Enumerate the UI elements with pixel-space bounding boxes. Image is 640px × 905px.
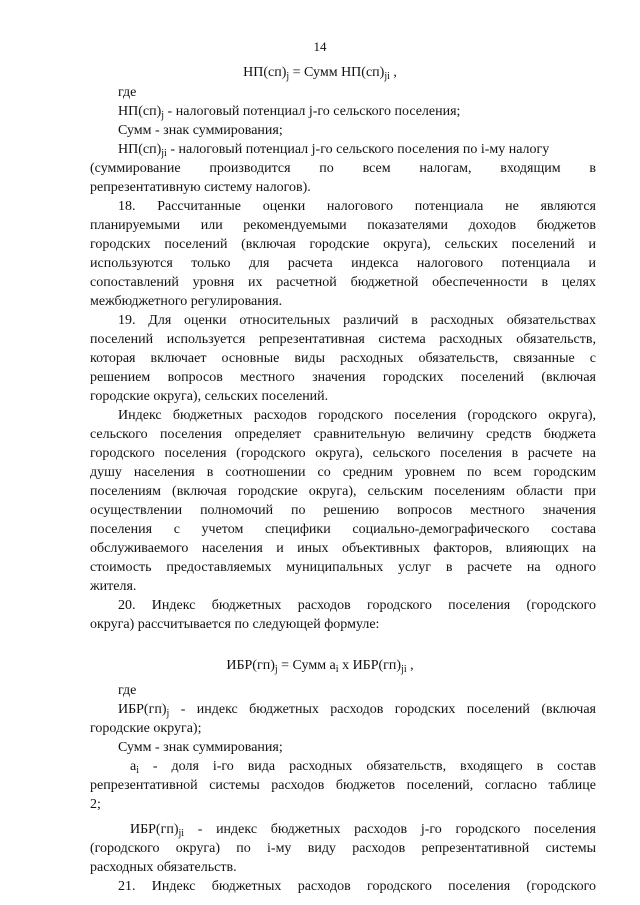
def-term-sub: j	[161, 110, 165, 121]
def-term-sub: i	[136, 765, 139, 776]
p21-line: 21. Индекс бюджетных расходов городского поселения (городского	[118, 879, 596, 894]
definition-ibr-ji-line3: расходных обязательств.	[90, 860, 237, 875]
definition-ibr-j	[118, 700, 596, 719]
p18-line: сопоставлений уровня их расчетной бюджетной обеспеченности в целях	[90, 275, 596, 290]
p20-line: 20. Индекс бюджетных расходов городского поселения (городского	[118, 598, 596, 613]
formula-ibr-term: ИБР(гп)	[226, 658, 275, 673]
def-term: НП(сп)	[118, 104, 162, 119]
definition-ibr-ji	[130, 820, 596, 839]
p20-line: округа) рассчитывается по следующей формуле:	[90, 617, 380, 632]
definition-np-ji	[118, 140, 549, 159]
def-text: - налоговый потенциал j-го сельского поселения по i-му налогу	[166, 142, 550, 157]
p18-line: межбюджетного регулирования.	[90, 294, 283, 309]
def-text: - индекс бюджетных расходов городских поселений (включая	[169, 702, 596, 717]
where-label: где	[118, 683, 137, 698]
p19-line: 19. Для оценки относительных различий в расходных обязательствах	[118, 313, 596, 328]
definition-np-j	[118, 102, 460, 121]
definition-sum-2: Сумм - знак суммирования;	[118, 740, 283, 755]
p19-line: которая включает основные виды расходных обязательств, связанные с	[90, 351, 596, 366]
index-line: осуществлении полномочий по решению вопросов местного значения	[90, 503, 596, 518]
def-term-sub: ji	[161, 148, 167, 159]
formula-np-sum-sub: ji	[384, 71, 390, 82]
definition-sum: Сумм - знак суммирования;	[118, 123, 283, 138]
formula-ibr-term2: x ИБР(гп)	[338, 658, 402, 673]
formula-np-sum: = Сумм НП(сп)	[289, 65, 385, 80]
index-line: Индекс бюджетных расходов городского поселения (городского округа),	[118, 408, 596, 423]
p19-line: поселений используется репрезентативная система расходных обязательств,	[90, 332, 596, 347]
formula-np-end: ,	[389, 65, 397, 80]
p18-line: планируемыми или рекомендуемыми показателями доходов бюджетов	[90, 218, 596, 233]
def-term: ИБР(гп)	[130, 822, 179, 837]
index-line: поселениям (включая городские округа), сельским поселениям области при	[90, 484, 596, 499]
definition-a-i-line2: репрезентативной системы расходов бюджетов поселений, согласно таблице	[90, 778, 596, 793]
formula-np	[0, 63, 640, 82]
def-term-sub: ji	[178, 828, 185, 839]
def-term: НП(сп)	[118, 142, 162, 157]
def-term-sub: j	[166, 708, 170, 719]
index-line: сельского поселения определяет сравнительную величину средств бюджета	[90, 427, 596, 442]
formula-ibr-term2-sub: ji	[401, 664, 407, 675]
p19-line: решением вопросов местного значения городских поселений (включая	[90, 370, 596, 385]
p18-line: используются только для расчета индекса налогового потенциала и	[90, 256, 596, 271]
index-line: жителя.	[90, 579, 137, 594]
index-line: городского поселения (городского округа), сельского поселения в расчете на	[90, 446, 596, 461]
definition-ibr-j-line2: городские округа);	[90, 721, 202, 736]
formula-ibr-end: ,	[406, 658, 414, 673]
p18-line: городских поселений (включая городские округа), сельских поселений и	[90, 237, 596, 252]
formula-np-term: НП(сп)	[243, 65, 287, 80]
definition-ibr-ji-line2: (городского округа) по i-му виду расходов репрезентативной системы	[90, 841, 596, 856]
definition-a-i	[130, 757, 596, 776]
def-term: a	[130, 759, 137, 774]
formula-np-sub: j	[286, 71, 290, 82]
formula-ibr-sum: = Сумм a	[277, 658, 336, 673]
formula-ibr	[0, 656, 640, 675]
where-label: где	[118, 85, 137, 100]
def-text: - индекс бюджетных расходов j-го городского поселения	[184, 822, 596, 837]
definition-np-ji-line2: (суммирование производится по всем налогам, входящим в	[90, 161, 596, 176]
index-line: стоимость предоставляемых муниципальных услуг в расчете на одного	[90, 560, 596, 575]
def-text: - доля i-го вида расходных обязательств, входящего в состав	[139, 759, 596, 774]
index-line: поселения с учетом специфики социально-демографического состава	[90, 522, 596, 537]
formula-ibr-a-sub: i	[335, 664, 339, 675]
formula-ibr-sub: j	[274, 664, 278, 675]
p18-line: 18. Рассчитанные оценки налогового потенциала не являются	[118, 199, 596, 214]
definition-np-ji-line3: репрезентативную систему налогов).	[90, 180, 311, 195]
def-term: ИБР(гп)	[118, 702, 167, 717]
index-line: душу населения в соотношении со средним уровнем по всем городским	[90, 465, 596, 480]
def-text: - налоговый потенциал j-го сельского поселения;	[164, 104, 461, 119]
index-line: обслуживаемого населения и иных объективных факторов, влияющих на	[90, 541, 596, 556]
definition-a-i-line3: 2;	[90, 797, 101, 812]
p19-line: городские округа), сельских поселений.	[90, 389, 329, 404]
page-number: 14	[313, 39, 327, 54]
